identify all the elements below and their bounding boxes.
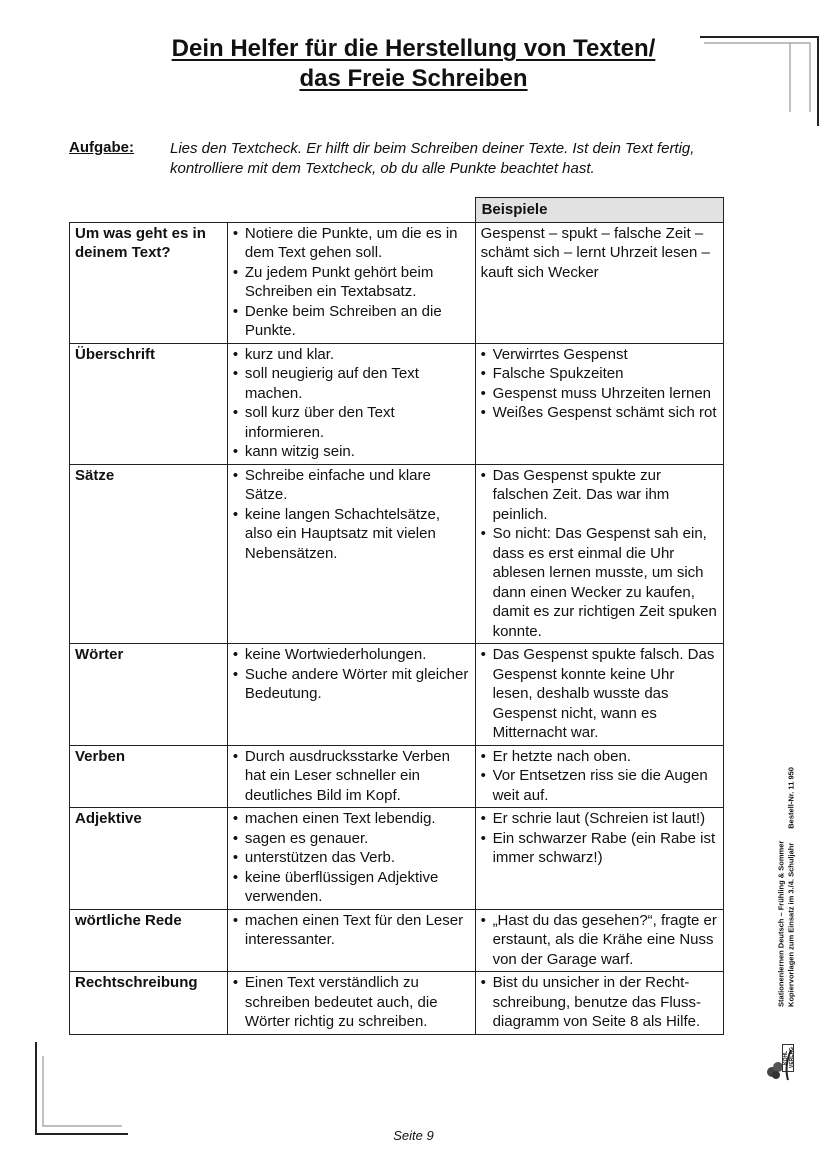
tip-item: • unterstützen das Verb.: [233, 848, 470, 868]
tips-list: [233, 224, 470, 341]
corner-decoration-bottom-left: [34, 1042, 130, 1136]
tips-list: [233, 973, 470, 1032]
row-category: Sätze: [70, 464, 228, 644]
examples-list: [481, 466, 718, 642]
row-category: Verben: [70, 745, 228, 808]
row-examples: [475, 644, 723, 746]
example-item: • „Hast du das gesehen?“, fragte er erstaunt, als die Krähe eine Nuss von der Garage warf.: [481, 911, 718, 970]
example-item: • Gespenst muss Uhrzeiten lernen: [481, 384, 718, 404]
row-category: wörtliche Rede: [70, 909, 228, 972]
tips-list: [233, 809, 470, 907]
tip-item: • keine langen Schachtelsätze, also ein Hauptsatz mit vielen Nebensätzen.: [233, 505, 470, 564]
example-item: • Weißes Gespenst schämt sich rot: [481, 403, 718, 423]
title-line-1: Dein Helfer für die Herstellung von Texten/: [171, 35, 656, 62]
tip-item: • keine Wortwiederholungen.: [233, 645, 470, 665]
task-label: Aufgabe:: [69, 139, 134, 156]
row-category: Wörter: [70, 644, 228, 746]
example-item: • Verwirrtes Gespenst: [481, 345, 718, 365]
task-text: Lies den Textcheck. Er hilft dir beim Schreiben deiner Texte. Ist dein Text fertig, kontrolliere mit dem Textcheck, ob du alle Punkte beachtet hast.: [170, 140, 695, 177]
tip-item: • Einen Text verständlich zu schreiben bedeutet auch, die Wörter richtig zu schreiben.: [233, 973, 470, 1032]
example-text: Gespenst – spukt – falsche Zeit – schämt sich – lernt Uhrzeit lesen – kauft sich Wecker: [480, 224, 710, 281]
tip-item: • Notiere die Punkte, um die es in dem Text gehen soll.: [233, 224, 470, 263]
tips-list: [233, 466, 470, 564]
row-tips: [227, 222, 475, 343]
example-item: • Bist du unsicher in der Recht-schreibung, benutze das Fluss-diagramm von Seite 8 als Hilfe.: [481, 973, 718, 1032]
examples-list: [481, 645, 718, 743]
tip-item: • soll neugierig auf den Text machen.: [233, 364, 470, 403]
tip-item: • Suche andere Wörter mit gleicher Bedeutung.: [233, 665, 470, 704]
corner-decoration-top-right: [700, 36, 820, 128]
tip-item: • soll kurz über den Text informieren.: [233, 403, 470, 442]
row-tips: [227, 745, 475, 808]
row-category: Adjektive: [70, 808, 228, 910]
row-examples: [475, 745, 723, 808]
row-tips: [227, 909, 475, 972]
table-row: [70, 464, 724, 644]
tip-item: • Denke beim Schreiben an die Punkte.: [233, 302, 470, 341]
side-info-line-1: Stationenlernen Deutsch – Frühling & Sommer: [776, 840, 786, 1007]
tips-list: [233, 747, 470, 806]
tip-item: • sagen es genauer.: [233, 829, 470, 849]
tip-item: • keine überflüssigen Adjektive verwenden.: [233, 868, 470, 907]
table-row: [70, 222, 724, 343]
row-examples: [475, 464, 723, 644]
title-line-2: das Freie Schreiben: [299, 65, 528, 92]
examples-list: [481, 911, 718, 970]
tip-item: • Schreibe einfache und klare Sätze.: [233, 466, 470, 505]
example-item: • So nicht: Das Gespenst sah ein, dass es erst einmal die Uhr ablesen lernen musste, um sich dann einen Wecker zu kaufen, damit es zur richtigen Zeit spuken konnte.: [481, 524, 718, 641]
tip-item: • kann witzig sein.: [233, 442, 470, 462]
text-check-table: [69, 197, 724, 1035]
examples-list: [481, 345, 718, 423]
example-item: • Er schrie laut (Schreien ist laut!): [481, 809, 718, 829]
row-tips: [227, 644, 475, 746]
tip-item: • Zu jedem Punkt gehört beim Schreiben ein Textabsatz.: [233, 263, 470, 302]
tip-item: • Durch ausdrucksstarke Verben hat ein Leser schneller ein deutliches Bild im Kopf.: [233, 747, 470, 806]
example-item: • Vor Entsetzen riss sie die Augen weit auf.: [481, 766, 718, 805]
row-examples: [475, 222, 723, 343]
table-row: [70, 745, 724, 808]
row-category: Rechtschreibung: [70, 972, 228, 1035]
table-row: [70, 343, 724, 464]
table-row: [70, 972, 724, 1035]
examples-list: [481, 747, 718, 806]
examples-list: [481, 809, 718, 868]
examples-header: Beispiele: [475, 198, 723, 223]
examples-list: [481, 973, 718, 1032]
row-examples: [475, 972, 723, 1035]
side-info-order-number: Bestell-Nr. 11 950: [786, 767, 795, 829]
example-item: • Falsche Spukzeiten: [481, 364, 718, 384]
example-item: • Das Gespenst spukte zur falschen Zeit. Das war ihm peinlich.: [481, 466, 718, 525]
publisher-side-info: [770, 737, 802, 1037]
tip-item: • machen einen Text für den Leser interessanter.: [233, 911, 470, 950]
row-tips: [227, 343, 475, 464]
example-item: • Er hetzte nach oben.: [481, 747, 718, 767]
tip-item: • kurz und klar.: [233, 345, 470, 365]
tips-list: [233, 645, 470, 704]
side-info-text: [777, 767, 796, 1007]
example-item: • Das Gespenst spukte falsch. Das Gespenst konnte keine Uhr lesen, deshalb wusste das Gespenst nicht, wann es Mitternacht war.: [481, 645, 718, 743]
table-row: [70, 909, 724, 972]
header-spacer: [70, 198, 228, 223]
table-header-row: [70, 198, 724, 223]
side-info-line-2: Kopiervorlagen zum Einsatz im 3./4. Schuljahr: [786, 842, 795, 1007]
table-row: [70, 644, 724, 746]
row-tips: [227, 972, 475, 1035]
publisher-logo-label: KOHL VERLAG: [782, 1044, 794, 1072]
row-examples: [475, 343, 723, 464]
row-category: Überschrift: [70, 343, 228, 464]
row-category: Um was geht es in deinem Text?: [70, 222, 228, 343]
tips-list: [233, 911, 470, 950]
header-spacer: [227, 198, 475, 223]
row-examples: [475, 808, 723, 910]
example-item: • Ein schwarzer Rabe (ein Rabe ist immer schwarz!): [481, 829, 718, 868]
tip-item: • machen einen Text lebendig.: [233, 809, 470, 829]
row-tips: [227, 464, 475, 644]
table-row: [70, 808, 724, 910]
page-number: Seite 9: [393, 1128, 434, 1143]
row-tips: [227, 808, 475, 910]
row-examples: [475, 909, 723, 972]
tips-list: [233, 345, 470, 462]
